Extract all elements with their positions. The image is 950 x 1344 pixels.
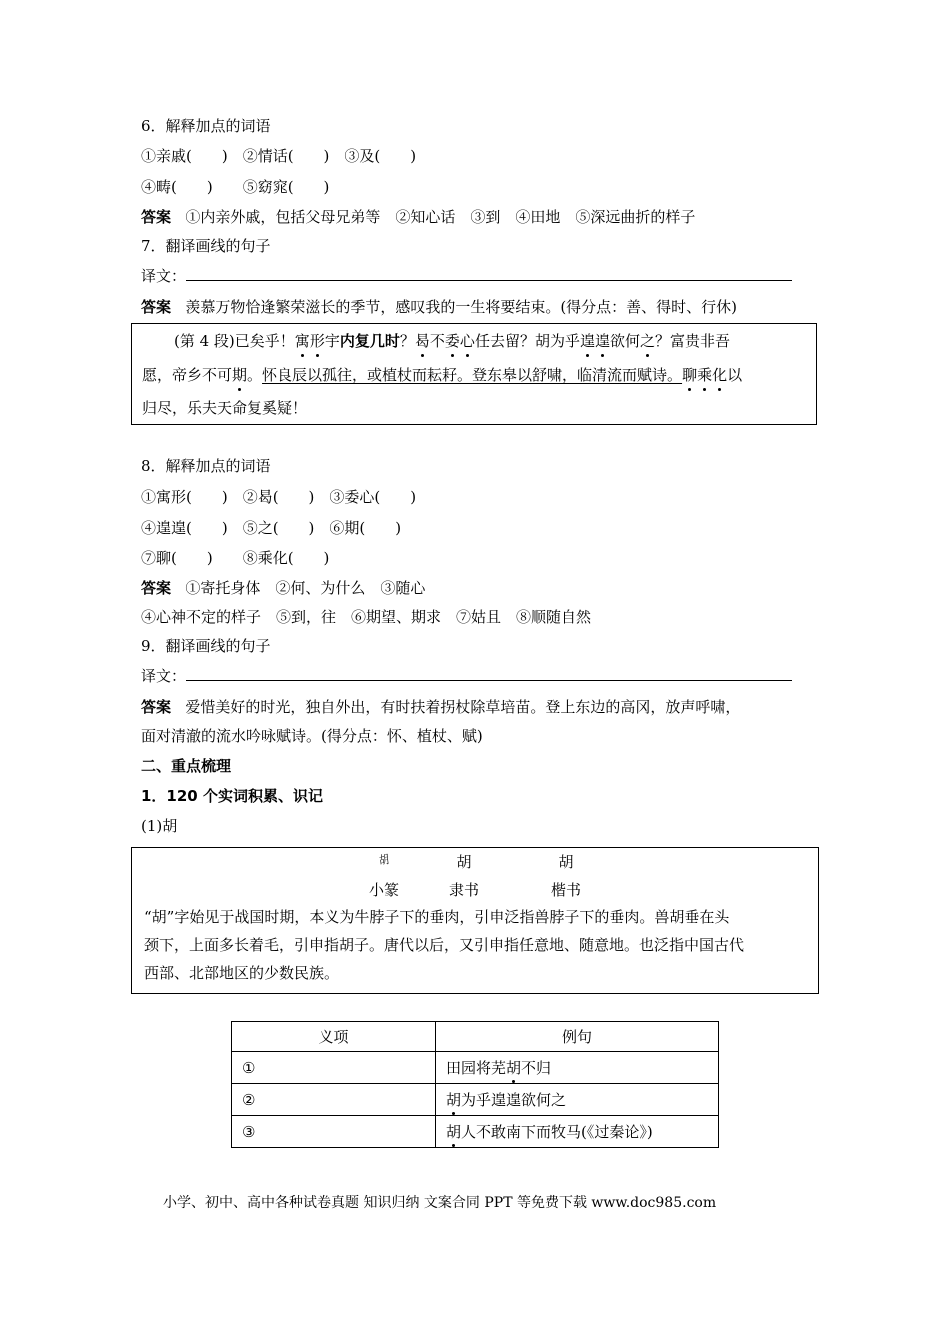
q8-title: 8．解释加点的词语 — [141, 457, 271, 475]
table-row — [232, 1052, 719, 1084]
answer-text: 羡慕万物恰逢繁荣滋长的季节，感叹我的一生将要结束。(得分点：善、得时、行休) — [185, 298, 738, 316]
q7-title: 7．翻译画线的句子 — [141, 237, 271, 255]
row-number: ① — [232, 1052, 436, 1084]
table-row — [232, 1116, 719, 1148]
table-header-example: 例句 — [436, 1022, 719, 1052]
passage-line-1: (第 4 段)已矣乎！寓形宇内复几时？曷不委心任去留？胡为乎遑遑欲何之？富贵非吾 — [174, 332, 731, 350]
origin-text-2: 颈下，上面多长着毛，引申指胡子。唐代以后，又引申指任意地、随意地。也泛指中国古代 — [144, 936, 745, 954]
row-number: ③ — [232, 1116, 436, 1148]
row-example: 胡人不敢南下而牧马(《过秦论》) — [436, 1116, 719, 1148]
answer-text: ①内亲外戚，包括父母兄弟等 ②知心话 ③到 ④田地 ⑤深远曲折的样子 — [185, 208, 696, 226]
q8-line1: ①寓形( ) ②曷( ) ③委心( ) — [141, 488, 417, 506]
q9-answer — [141, 697, 740, 717]
row-example: 田园将芜胡不归 — [436, 1052, 719, 1084]
regular-script-glyph: 胡 — [558, 853, 574, 871]
subsection-title: 1．120 个实词积累、识记 — [141, 787, 323, 805]
answer-label: 答案 — [141, 579, 172, 597]
word-heading: (1)胡 — [141, 817, 178, 835]
passage-box — [131, 323, 817, 425]
seal-script-label: 小篆 — [368, 881, 399, 899]
section-title: 二、重点梳理 — [141, 757, 232, 775]
q6-line2: ④畴( ) ⑤窈窕( ) — [141, 178, 330, 196]
q6-title: 6．解释加点的词语 — [141, 117, 271, 135]
q6-answer — [141, 207, 695, 227]
clerical-script-label: 隶书 — [448, 881, 479, 899]
passage-line-2: 愿，帝乡不可期。怀良辰以孤往，或植杖而耘耔。登东皋以舒啸，临清流而赋诗。聊乘化以 — [142, 366, 743, 384]
answer-label: 答案 — [141, 208, 172, 226]
answer-text: ①寄托身体 ②何、为什么 ③随心 — [185, 579, 426, 597]
q6-line1: ①亲戚( ) ②情话( ) ③及( ) — [141, 147, 417, 165]
q9-translation-line — [141, 666, 792, 686]
meaning-table — [231, 1021, 719, 1148]
passage-line-3: 归尽，乐夫天命复奚疑！ — [142, 399, 308, 417]
answer-blank[interactable] — [186, 266, 792, 281]
regular-script-label: 楷书 — [550, 881, 581, 899]
q7-answer — [141, 297, 737, 317]
table-header-meaning: 义项 — [232, 1022, 436, 1052]
clerical-script-glyph: 胡 — [456, 853, 472, 871]
q7-translation-line — [141, 266, 792, 286]
q8-line3: ⑦聊( ) ⑧乘化( ) — [141, 549, 330, 567]
table-row — [232, 1084, 719, 1116]
q8-answer — [141, 578, 425, 598]
origin-text-1: “胡”字始见于战国时期，本义为牛脖子下的垂肉，引申泛指兽脖子下的垂肉。兽胡垂在头 — [144, 908, 730, 926]
origin-text-3: 西部、北部地区的少数民族。 — [144, 964, 340, 982]
yiwen-label: 译文： — [141, 267, 187, 285]
q9-answer-2: 面对清澈的流水吟咏赋诗。(得分点：怀、植杖、赋) — [141, 727, 483, 745]
underlined-sentence: 怀良辰以孤往，或植杖而耘耔。登东皋以舒啸，临清流而赋诗。 — [262, 366, 683, 384]
row-number: ② — [232, 1084, 436, 1116]
q8-line2: ④遑遑( ) ⑤之( ) ⑥期( ) — [141, 519, 402, 537]
answer-label: 答案 — [141, 698, 172, 716]
q8-answer-2: ④心神不定的样子 ⑤到，往 ⑥期望、期求 ⑦姑且 ⑧顺随自然 — [141, 608, 592, 626]
answer-text: 爱惜美好的时光，独自外出，有时扶着拐杖除草培苗。登上东边的高冈，放声呼啸， — [185, 698, 741, 716]
character-origin-box — [131, 847, 819, 994]
page-footer: 小学、初中、高中各种试卷真题 知识归纳 文案合同 PPT 等免费下载 www.doc985.com — [163, 1195, 717, 1211]
answer-blank[interactable] — [186, 666, 792, 681]
answer-label: 答案 — [141, 298, 172, 316]
yiwen-label: 译文： — [141, 667, 187, 685]
q9-title: 9．翻译画线的句子 — [141, 637, 271, 655]
seal-script-glyph: 胡 — [378, 852, 390, 868]
row-example: 胡为乎遑遑欲何之 — [436, 1084, 719, 1116]
